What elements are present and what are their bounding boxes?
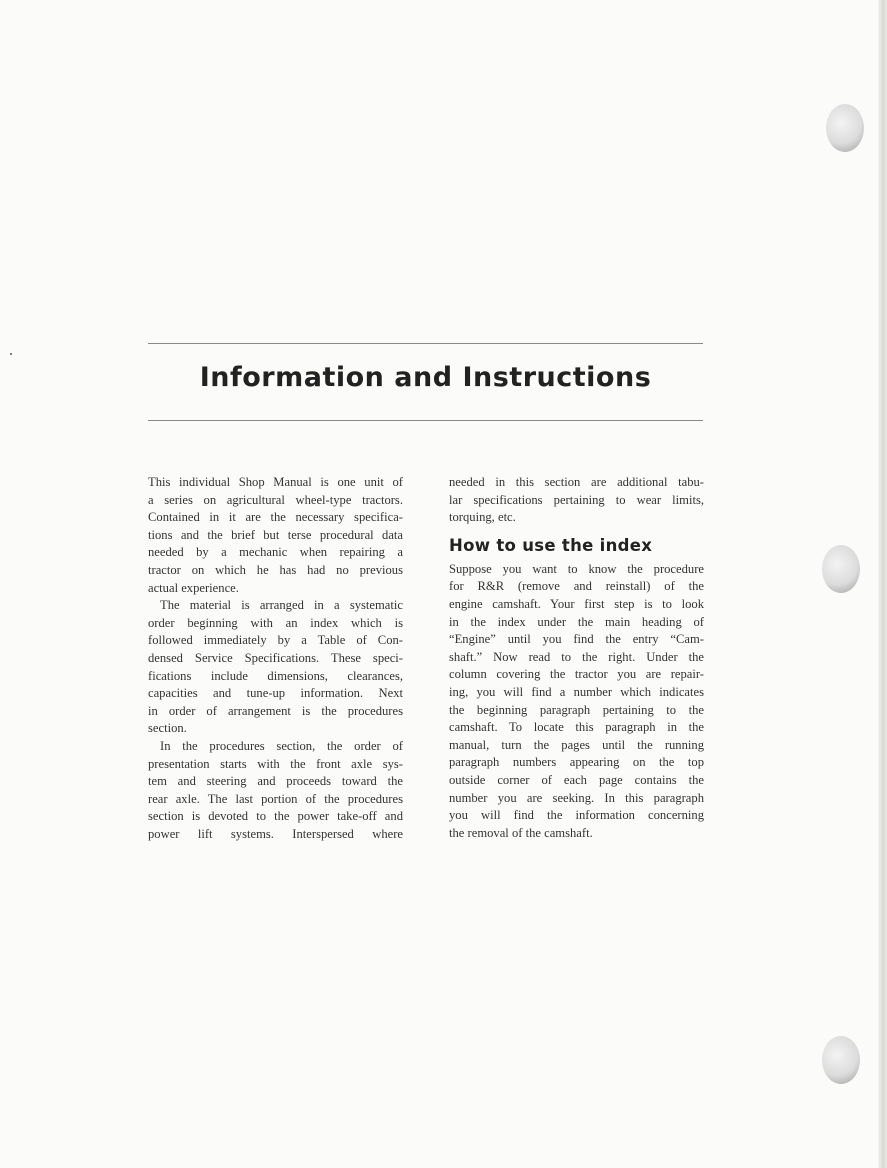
text-line: in order of arrangement is the procedures <box>148 703 403 718</box>
text-line: needed by a mechanic when repairing a <box>148 545 403 560</box>
paragraph-arrangement <box>148 597 403 738</box>
text-line: camshaft. To locate this paragraph in the <box>449 720 704 735</box>
page-edge-shadow <box>878 0 887 1168</box>
text-line: tractor on which he has had no previous <box>148 562 403 577</box>
text-line: you will find the information concerning <box>449 808 704 823</box>
page-title: Information and Instructions <box>199 362 652 393</box>
text-line: needed in this section are additional tabu- <box>449 475 704 489</box>
text-line: a series on agricultural wheel-type tractors. <box>148 492 403 507</box>
text-line: fications include dimensions, clearances, <box>148 668 403 683</box>
paragraph-index-usage <box>449 561 704 843</box>
right-column <box>449 474 704 842</box>
text-line: Contained in it are the necessary specifica- <box>148 510 403 525</box>
text-line: engine camshaft. Your first step is to look <box>449 596 704 611</box>
text-line: for R&R (remove and reinstall) of the <box>449 579 704 594</box>
text-line: densed Service Specifications. These speci- <box>148 650 403 665</box>
section-heading: How to use the index <box>449 535 653 555</box>
paragraph-procedures <box>148 738 403 844</box>
text-line: paragraph numbers appearing on the top <box>449 755 704 770</box>
text-line: section. <box>148 721 187 736</box>
text-line: manual, turn the pages until the running <box>449 737 704 752</box>
text-line: the beginning paragraph pertaining to the <box>449 702 704 717</box>
text-line: Suppose you want to know the procedure <box>449 561 704 576</box>
text-line: This individual Shop Manual is one unit of <box>148 475 403 489</box>
bottom-rule <box>148 420 703 421</box>
text-line: section is devoted to the power take-off and <box>148 809 403 824</box>
punch-hole-middle <box>822 545 860 593</box>
paragraph-intro <box>148 474 403 597</box>
text-line: in the index under the main heading of <box>449 614 704 629</box>
text-line: In the procedures section, the order of <box>160 738 403 753</box>
text-line: number you are seeking. In this paragraph <box>449 790 704 805</box>
text-line: ing, you will find a number which indicates <box>449 684 704 699</box>
text-line: capacities and tune-up information. Next <box>148 686 403 701</box>
text-line: rear axle. The last portion of the procedures <box>148 791 403 806</box>
top-rule <box>148 343 703 344</box>
paragraph-continued <box>449 474 704 527</box>
text-line: the removal of the camshaft. <box>449 825 593 840</box>
text-line: followed immediately by a Table of Con- <box>148 633 403 648</box>
text-line: lar specifications pertaining to wear limits, <box>449 492 704 507</box>
text-line: tions and the brief but terse procedural data <box>148 527 403 542</box>
text-line: order beginning with an index which is <box>148 615 403 630</box>
text-line: “Engine” until you find the entry “Cam- <box>449 632 704 647</box>
punch-hole-top <box>826 104 864 152</box>
scan-speck <box>10 353 12 355</box>
text-line: tem and steering and proceeds toward the <box>148 774 403 789</box>
punch-hole-bottom <box>822 1036 860 1084</box>
text-line: power lift systems. Interspersed where <box>148 826 403 841</box>
text-line: The material is arranged in a systematic <box>160 598 403 613</box>
text-line: presentation starts with the front axle sys- <box>148 756 403 771</box>
text-line: column covering the tractor you are repair- <box>449 667 704 682</box>
text-line: outside corner of each page contains the <box>449 772 704 787</box>
text-line: actual experience. <box>148 580 239 595</box>
left-column <box>148 474 403 843</box>
text-line: shaft.” Now read to the right. Under the <box>449 649 704 664</box>
text-line: torquing, etc. <box>449 510 516 525</box>
